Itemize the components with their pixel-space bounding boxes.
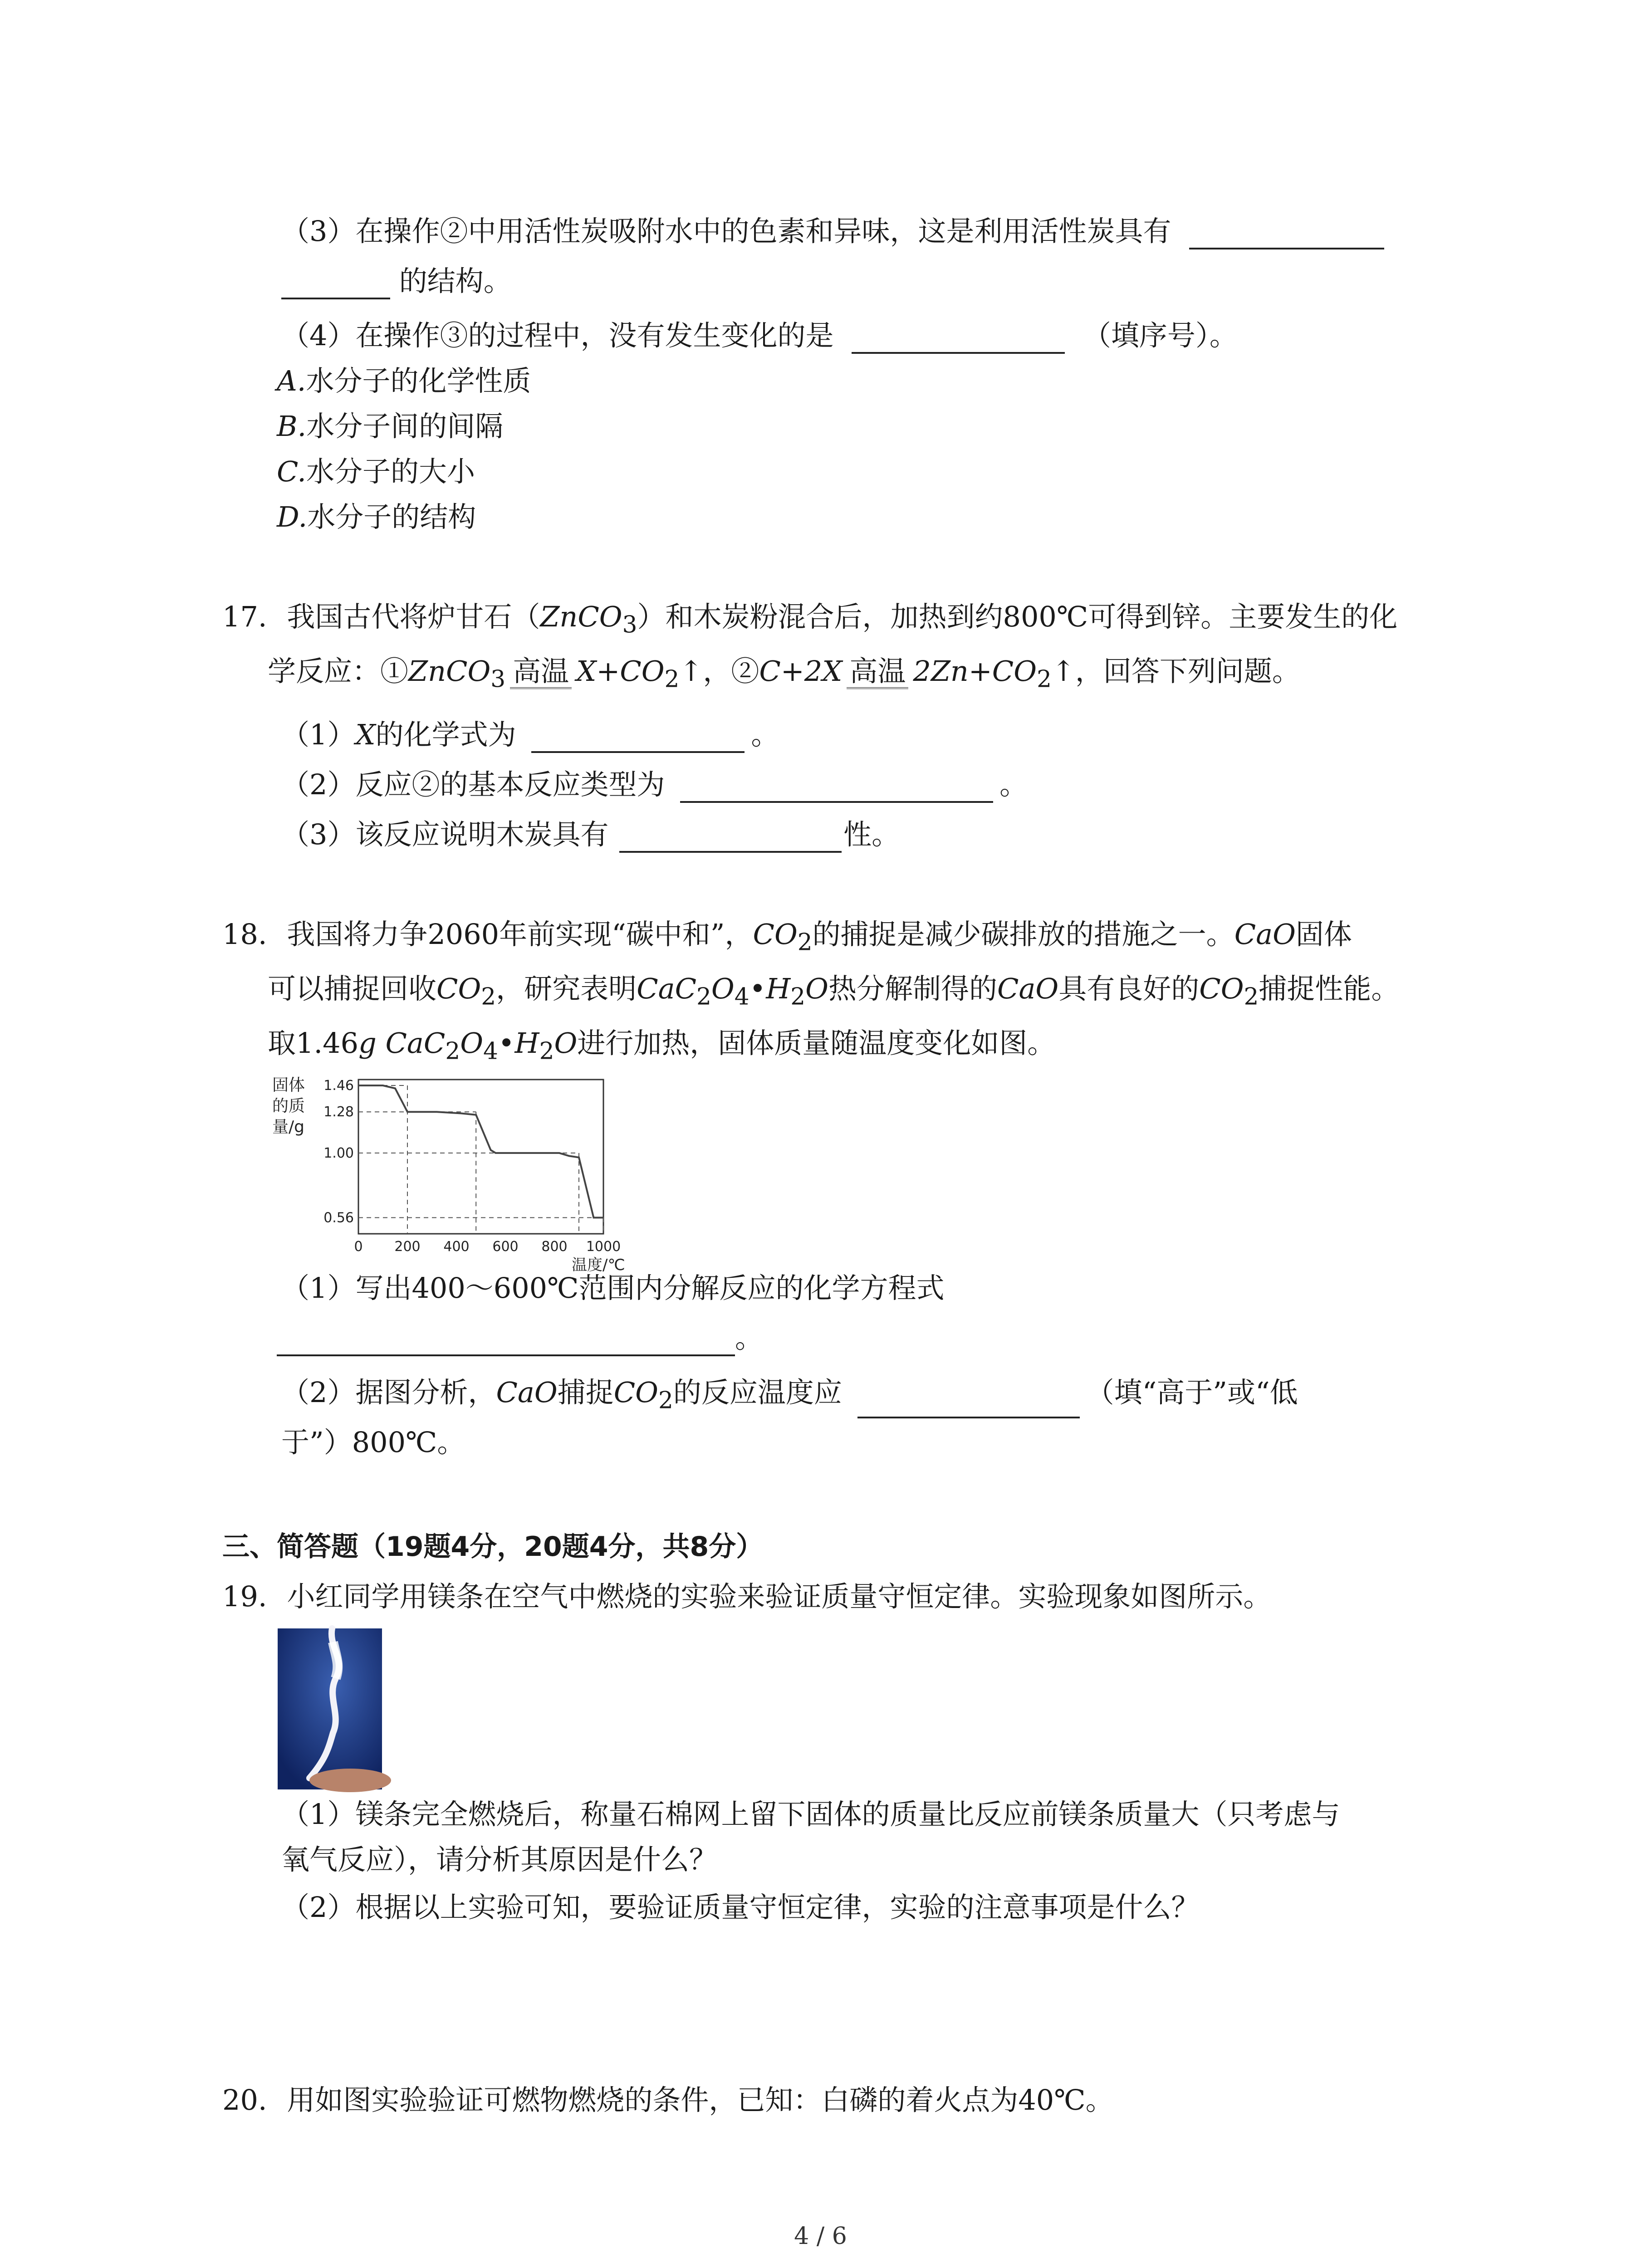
- subscript: 2: [539, 1037, 554, 1065]
- unit-g: g: [358, 1026, 377, 1060]
- q18-sub2-blank[interactable]: [857, 1388, 1080, 1418]
- q18-line1: [222, 916, 1352, 960]
- section-title-text: 三、简答题（19题4分，20题4分，共8分）: [222, 1531, 764, 1563]
- q16-part3-line2: [281, 263, 512, 299]
- q16-option-b: [277, 408, 503, 445]
- q19-line1: [222, 1579, 1271, 1615]
- x-tick-label: 200: [394, 1239, 421, 1255]
- subscript: 4: [734, 983, 749, 1011]
- reaction2-condition: 高温: [847, 655, 908, 689]
- formula-o: O: [805, 972, 828, 1005]
- q17-line1: [222, 599, 1397, 643]
- hydrate-dot: •: [749, 972, 766, 1005]
- q19-sub1-cont: [281, 1842, 717, 1878]
- sub-text: 捕捉: [557, 1376, 614, 1409]
- q18-sub2: [281, 1374, 1298, 1418]
- reaction2-product: 2Zn+CO: [913, 655, 1037, 688]
- subscript: 2: [664, 665, 680, 693]
- q18-text: ，研究表明: [496, 972, 637, 1005]
- q16-part3-tail: 的结构。: [399, 264, 512, 298]
- q16-part3-blank-b[interactable]: [281, 269, 390, 299]
- q18-sub1-answer: [277, 1320, 763, 1356]
- option-letter: C.: [277, 455, 306, 488]
- separator: ，②: [703, 655, 759, 688]
- q16-part4-tail: （填序号）。: [1083, 319, 1238, 352]
- subscript: 2: [1244, 983, 1259, 1011]
- x-tick-label: 600: [492, 1239, 519, 1255]
- x-tick-labels: [354, 1239, 621, 1255]
- option-text: 水分子的大小: [306, 455, 475, 488]
- q20-line1: [222, 2082, 1114, 2118]
- formula-cac2o4: CaC: [637, 972, 697, 1005]
- asbestos-net: [309, 1769, 391, 1792]
- q16-option-a: [277, 363, 531, 399]
- q18-sub1: [281, 1270, 944, 1306]
- question-number: 19.: [222, 1580, 267, 1613]
- sub-text: 的反应温度应: [673, 1376, 842, 1409]
- option-letter: B.: [277, 410, 307, 443]
- q16-part4-text: （4）在操作③的过程中，没有发生变化的是: [281, 319, 834, 352]
- q18-text: 我国将力争2060年前实现“碳中和”，: [287, 918, 753, 951]
- sub-tail: 。: [751, 718, 779, 751]
- q18-line2: [268, 971, 1399, 1015]
- q16-part3-text: （3）在操作②中用活性炭吸附水中的色素和异味，这是利用活性炭具有: [281, 215, 1171, 248]
- q16-part4-line: [281, 318, 1238, 354]
- formula-h: H: [766, 972, 791, 1005]
- q19-sub1: [281, 1796, 1340, 1833]
- subscript: 2: [790, 983, 806, 1011]
- y-tick-label: 1.00: [323, 1145, 354, 1161]
- section-title: [222, 1529, 763, 1565]
- q18-sub1-blank[interactable]: [277, 1325, 735, 1356]
- guide-lines: [358, 1085, 603, 1234]
- sub-text: （1）写出400～600℃范围内分解反应的化学方程式: [281, 1271, 945, 1305]
- subscript: 2: [1037, 665, 1052, 693]
- q16-part3-line1: [281, 213, 1384, 249]
- formula-h: H: [514, 1026, 539, 1060]
- q17-sub3-blank[interactable]: [619, 822, 842, 853]
- sub-text: （2）反应②的基本反应类型为: [281, 768, 665, 801]
- q17-sub1-blank[interactable]: [531, 722, 745, 753]
- gas-arrow: ↑: [1051, 655, 1075, 688]
- reaction1-condition: 高温: [510, 655, 572, 689]
- sub-text: 氧气反应），请分析其原因是什么？: [281, 1843, 718, 1876]
- sub-text: 的化学式为: [375, 718, 516, 751]
- x-tick-label: 400: [443, 1239, 470, 1255]
- formula-cao: CaO: [997, 972, 1059, 1005]
- x-tick-label: 800: [541, 1239, 568, 1255]
- y-tick-label: 0.56: [323, 1210, 354, 1226]
- y-tick-label: 1.28: [323, 1104, 354, 1120]
- sub-text: （1）镁条完全燃烧后，称量石棉网上留下固体的质量比反应前镁条质量大（只考虑与: [281, 1798, 1340, 1831]
- formula-o: O: [554, 1026, 578, 1060]
- formula-co2: CO: [436, 972, 481, 1005]
- y-axis-label-line: 的质: [272, 1097, 305, 1115]
- q19-text: 小红同学用镁条在空气中燃烧的实验来验证质量守恒定律。实验现象如图所示。: [287, 1580, 1272, 1613]
- y-tick-labels: [323, 1078, 354, 1226]
- hydrate-dot: •: [498, 1026, 515, 1060]
- subscript: 2: [658, 1387, 673, 1414]
- subscript: 2: [797, 929, 813, 956]
- q17-line2: [268, 653, 1300, 697]
- subscript: 3: [622, 611, 637, 639]
- reaction1-reactant: ZnCO: [408, 655, 491, 688]
- formula-o: O: [460, 1026, 484, 1060]
- reaction1-product: X+CO: [576, 655, 665, 688]
- q18-text: 可以捕捉回收: [268, 972, 437, 1005]
- option-text: 水分子间的间隔: [306, 410, 504, 443]
- sub-text: （2）根据以上实验可知，要验证质量守恒定律，实验的注意事项是什么？: [281, 1891, 1200, 1924]
- q16-option-c: [277, 454, 475, 490]
- q19-sub2: [281, 1889, 1199, 1926]
- x-axis-label: 温度/℃: [572, 1256, 625, 1274]
- q17-tail: ，回答下列问题。: [1075, 655, 1300, 688]
- sub-label: （1）: [281, 718, 356, 751]
- q17-sub3: [281, 816, 900, 853]
- plot-frame: [358, 1080, 603, 1234]
- tga-chart: [272, 1075, 625, 1275]
- sub-text: （2）据图分析，: [281, 1376, 496, 1409]
- y-axis-label-line: 固体: [272, 1076, 305, 1095]
- subscript: 2: [481, 983, 496, 1011]
- q17-text-a: 我国古代将炉甘石（: [287, 600, 540, 633]
- subscript: 2: [445, 1037, 460, 1065]
- q18-line3: [268, 1025, 1055, 1069]
- q18-text: 取1.46: [268, 1026, 359, 1060]
- sub-text: 于”）800℃。: [281, 1426, 465, 1459]
- formula-co2: CO: [753, 918, 798, 951]
- reaction2-reactant: C+2X: [759, 655, 843, 688]
- y-axis-label: [272, 1076, 305, 1136]
- q20-text: 用如图实验验证可燃物燃烧的条件，已知：白磷的着火点为40℃。: [287, 2083, 1114, 2116]
- q16-part3-blank-a[interactable]: [1189, 219, 1384, 249]
- symbol-x: X: [355, 718, 376, 751]
- option-letter: A.: [277, 364, 306, 397]
- q17-sub2: [281, 767, 1028, 803]
- sub-text: （填“高于”或“低: [1086, 1376, 1298, 1409]
- q17-text-b: ）和木炭粉混合后，加热到约800℃可得到锌。主要发生的化: [637, 600, 1398, 633]
- question-number: 20.: [222, 2083, 267, 2116]
- q18-text: 具有良好的: [1058, 972, 1200, 1005]
- q18-text: 的捕捉是减少碳排放的措施之一。: [812, 918, 1234, 951]
- q18-text: 固体: [1295, 918, 1352, 951]
- q18-text: 进行加热，固体质量随温度变化如图。: [577, 1026, 1056, 1060]
- formula-o: O: [711, 972, 735, 1005]
- photo-background: [278, 1628, 382, 1789]
- q18-sub2-cont: [281, 1424, 465, 1461]
- option-text: 水分子的化学性质: [306, 364, 531, 397]
- q17-reaction-intro: 学反应：①: [268, 655, 409, 688]
- formula-cao: CaO: [496, 1376, 558, 1409]
- page-number: 4 / 6: [794, 2223, 847, 2250]
- question-number: 18.: [222, 918, 267, 951]
- gas-arrow: ↑: [679, 655, 703, 688]
- q16-option-d: [277, 499, 476, 535]
- subscript: 3: [490, 665, 506, 693]
- flame-highlight: [333, 1642, 338, 1678]
- q16-part4-blank[interactable]: [852, 323, 1065, 354]
- option-text: 水分子的结构: [307, 500, 476, 533]
- q17-sub2-blank[interactable]: [680, 772, 993, 803]
- formula-co2: CO: [1199, 972, 1244, 1005]
- q18-text: 热分解制得的: [828, 972, 998, 1005]
- formula-co2: CO: [613, 1376, 658, 1409]
- y-tick-label: 1.46: [323, 1077, 354, 1094]
- sub-tail: 性。: [843, 818, 900, 851]
- y-axis-label-line: 量/g: [272, 1118, 304, 1136]
- x-tick-label: 1000: [586, 1239, 621, 1255]
- subscript: 4: [483, 1037, 498, 1065]
- x-tick-label: 0: [354, 1239, 363, 1255]
- sub-text: （3）该反应说明木炭具有: [281, 818, 609, 851]
- q17-sub1: [281, 717, 779, 753]
- q18-text: 捕捉性能。: [1259, 972, 1400, 1005]
- subscript: 2: [696, 983, 711, 1011]
- sub-tail: 。: [735, 1321, 764, 1354]
- sub-tail: 。: [999, 768, 1028, 801]
- mass-curve: [358, 1085, 603, 1217]
- formula-cao: CaO: [1234, 918, 1296, 951]
- option-letter: D.: [277, 500, 308, 533]
- formula-cac2o4: CaC: [385, 1026, 446, 1060]
- question-number: 17.: [222, 600, 267, 633]
- magnesium-burning-photo: [278, 1628, 382, 1789]
- formula-znco3: ZnCO: [540, 600, 622, 633]
